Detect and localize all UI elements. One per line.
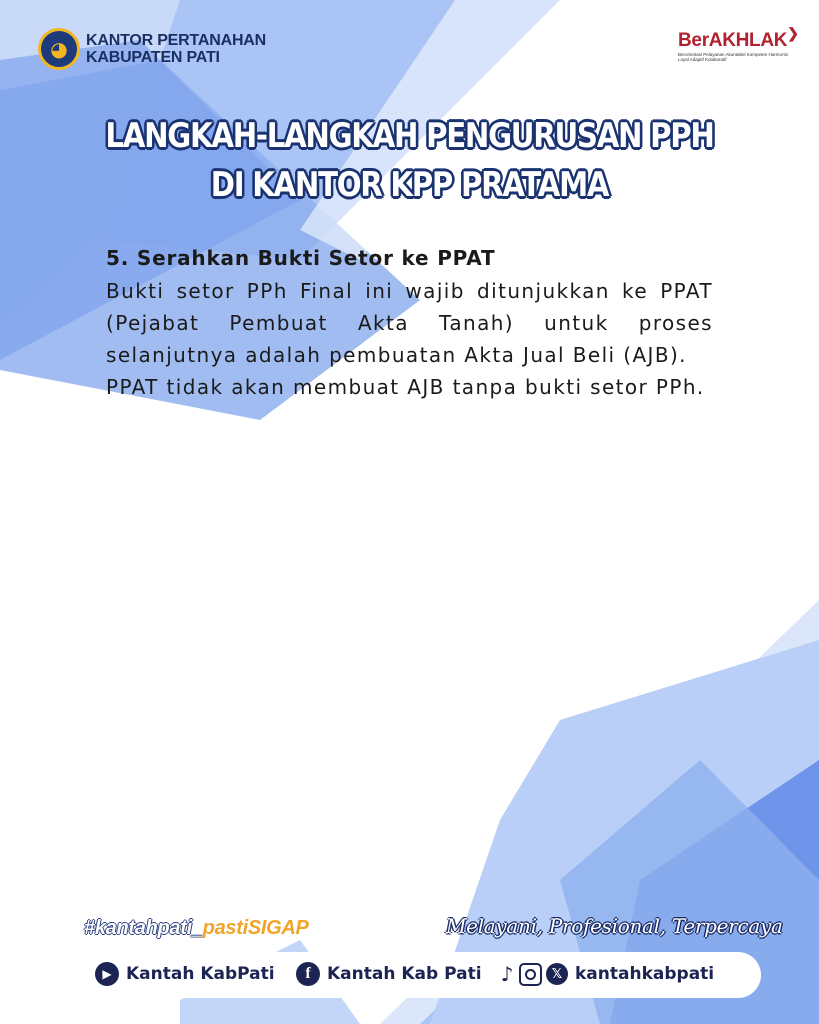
handle-label: kantahkabpati [575,964,715,984]
facebook-icon: f [296,962,320,986]
office-name [86,32,266,66]
tiktok-icon: ♪ [500,962,514,986]
office-name-line2: KABUPATEN PATI [86,49,220,66]
chevron-right-icon: ❯ [787,25,799,41]
step-paragraph-2: PPAT tidak akan membuat AJB tanpa bukti setor PPh. [106,375,705,399]
berakhlak-word: BerAKHLAK [678,30,788,51]
globe-emblem-icon: ◕ [38,28,80,70]
office-logo [38,28,266,70]
hashtag-part1: #kantahpati_ [84,917,203,939]
instagram-icon [519,963,542,986]
page-title-line1: LANGKAH-LANGKAH PENGURUSAN PPH [105,116,714,156]
berakhlak-logo [678,25,799,62]
step-content [106,243,713,403]
hashtag-part2: pastiSIGAP [202,917,309,939]
x-icon: 𝕏 [546,963,568,985]
page-title-line2: DI KANTOR KPP PRATAMA [210,165,609,205]
youtube-link[interactable] [95,962,275,986]
motto: Melayani, Profesional, Terpercaya [446,914,783,938]
social-handle-link[interactable] [497,962,714,986]
youtube-icon: ▶ [95,962,119,986]
facebook-link[interactable] [296,962,482,986]
step-heading: 5. Serahkan Bukti Setor ke PPAT [106,246,496,270]
campaign-hashtag [84,917,309,940]
berakhlak-tagline: Berorientasi Pelayanan Akuntabel Kompeten Harmonis Loyal Adaptif Kolaboratif [678,52,788,62]
page-title [57,112,761,210]
facebook-label: Kantah Kab Pati [327,964,482,984]
step-paragraph-1: Bukti setor PPh Final ini wajib ditunjukkan ke PPAT (Pejabat Pembuat Akta Tanah) untuk proses selanjutnya adalah pembuatan Akta Jual Beli (AJB). [106,279,713,367]
youtube-label: Kantah KabPati [126,964,275,984]
office-name-line1: KANTOR PERTANAHAN [86,32,267,49]
